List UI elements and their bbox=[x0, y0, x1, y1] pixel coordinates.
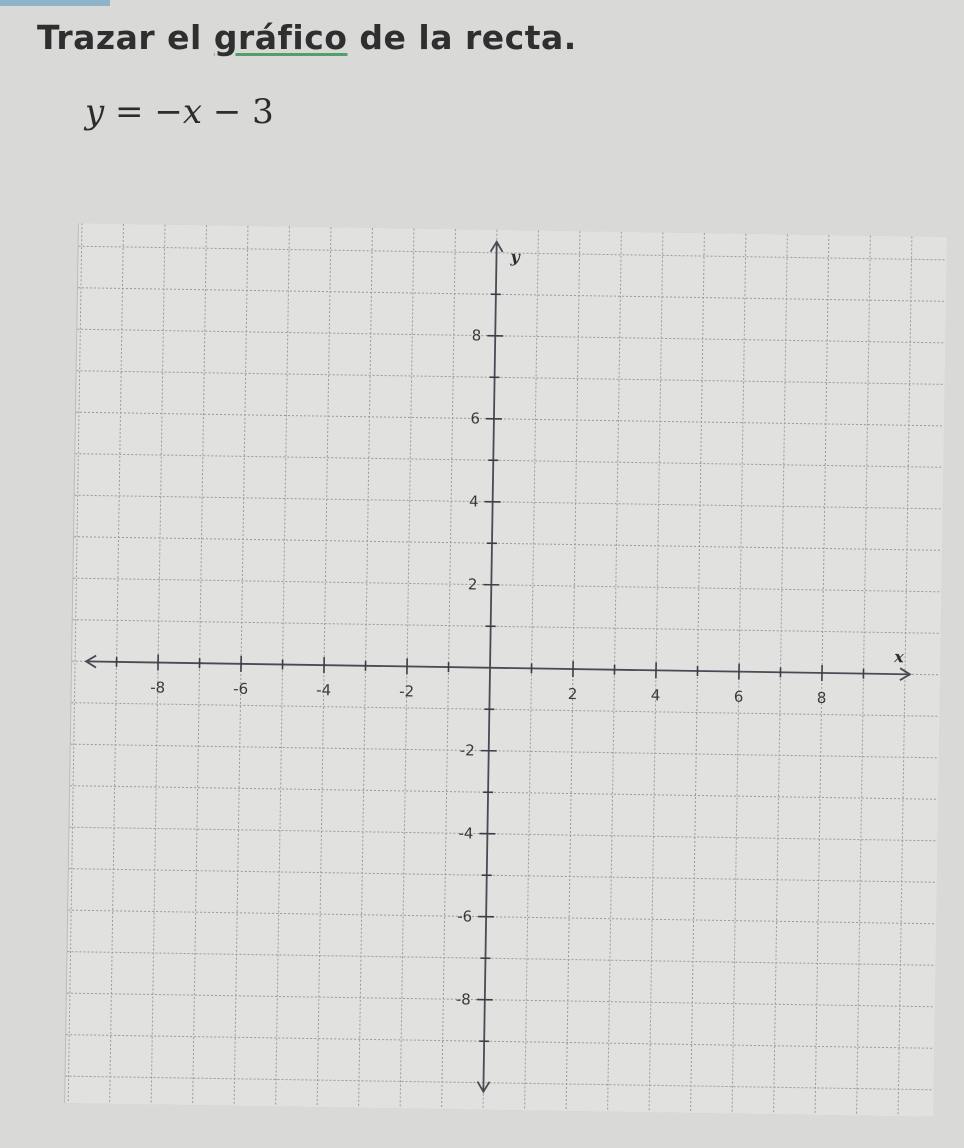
equation-lhs: y bbox=[85, 92, 105, 132]
coordinate-plane[interactable] bbox=[65, 223, 947, 1117]
grid-line-horizontal bbox=[71, 744, 939, 758]
grid-line-horizontal bbox=[66, 1076, 934, 1090]
grid-line-horizontal bbox=[77, 329, 945, 343]
x-tick-label: 8 bbox=[816, 688, 827, 708]
grid-line-horizontal bbox=[75, 454, 943, 468]
x-tick-label: 6 bbox=[733, 687, 744, 706]
y-tick-label: 2 bbox=[467, 575, 478, 594]
grid-line-horizontal bbox=[70, 786, 938, 800]
x-tick-label: -6 bbox=[233, 679, 249, 698]
grid-line-horizontal bbox=[78, 288, 946, 302]
y-tick-label: -6 bbox=[457, 907, 473, 926]
x-tick-label: -4 bbox=[316, 681, 332, 700]
equation-rhs-sign: − bbox=[154, 92, 183, 132]
y-tick-label: 4 bbox=[468, 492, 479, 511]
y-tick-label: -4 bbox=[458, 824, 474, 843]
y-axis-label: y bbox=[510, 247, 520, 267]
grid-line-horizontal bbox=[77, 371, 945, 385]
grid-line-horizontal bbox=[73, 578, 941, 592]
y-tick-label: 8 bbox=[471, 326, 482, 345]
grid-line-horizontal bbox=[69, 827, 937, 841]
x-tick-label: 2 bbox=[567, 684, 578, 704]
grid-line-horizontal bbox=[66, 1035, 934, 1049]
equation-rhs-rest: − 3 bbox=[202, 92, 274, 132]
instruction-text bbox=[37, 18, 577, 57]
y-tick-label: 6 bbox=[470, 409, 481, 428]
grid-lines bbox=[65, 223, 947, 1117]
grid-line-horizontal bbox=[75, 495, 943, 509]
equation-equals: = bbox=[104, 92, 155, 132]
graph-panel[interactable] bbox=[65, 223, 947, 1117]
x-axis-label: x bbox=[894, 647, 904, 667]
grid-line-horizontal bbox=[74, 537, 942, 551]
equation bbox=[85, 92, 274, 132]
grid-line-horizontal bbox=[73, 620, 941, 634]
instruction-prefix: Trazar el bbox=[37, 18, 214, 57]
grid-line-horizontal bbox=[68, 910, 936, 924]
grid-line-horizontal bbox=[68, 952, 936, 966]
grid-line-horizontal bbox=[71, 703, 939, 717]
axes bbox=[79, 235, 916, 1098]
x-axis-line bbox=[86, 661, 910, 674]
instruction-suffix: de la recta. bbox=[347, 18, 577, 57]
grafico-link[interactable]: gráfico bbox=[213, 18, 348, 57]
grid-line-vertical bbox=[68, 223, 82, 1103]
x-tick-label: -8 bbox=[150, 678, 166, 697]
y-tick-label: -8 bbox=[455, 990, 471, 1009]
grid-line-horizontal bbox=[67, 993, 935, 1007]
x-tick-label: -2 bbox=[399, 682, 415, 701]
grid-line-horizontal bbox=[76, 412, 944, 426]
equation-rhs-var: x bbox=[182, 92, 203, 132]
x-tick-label: 4 bbox=[650, 686, 661, 705]
y-tick-label: -2 bbox=[459, 741, 475, 760]
y-axis-line bbox=[483, 242, 496, 1092]
grid-line-horizontal bbox=[69, 869, 937, 883]
top-accent-strip bbox=[0, 0, 110, 6]
